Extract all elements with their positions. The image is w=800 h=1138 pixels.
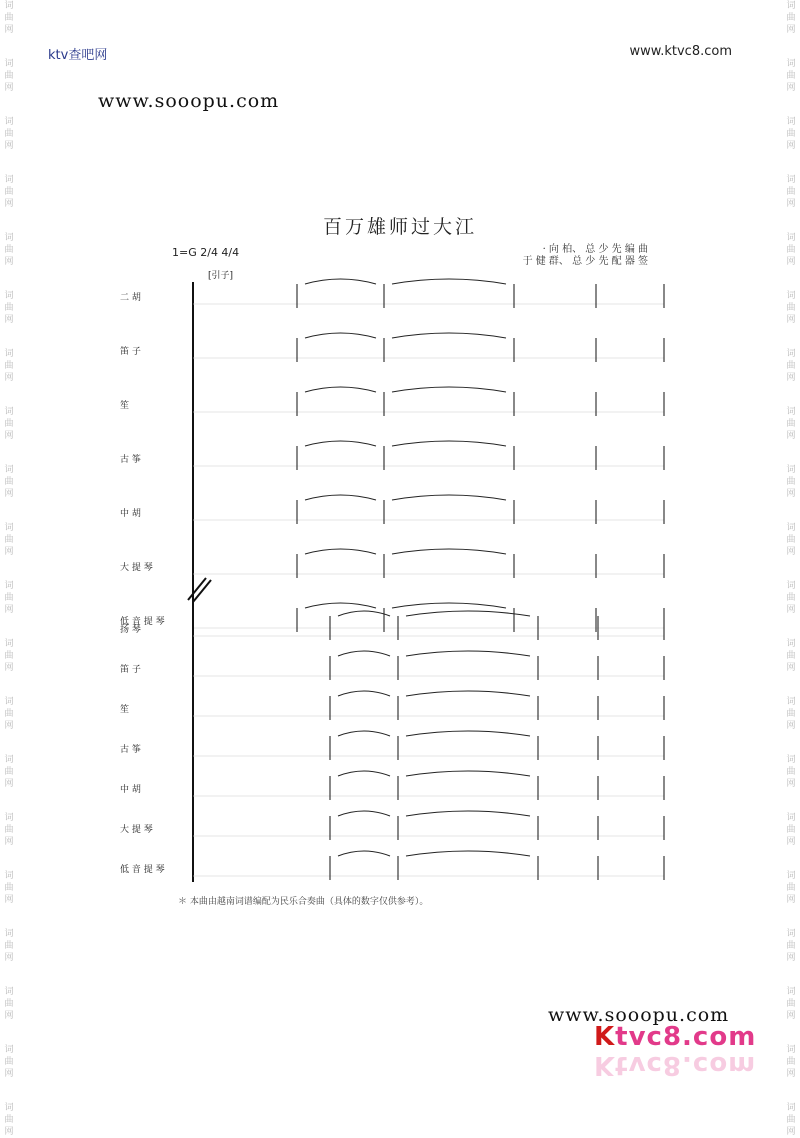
side-watermark-char: 网 xyxy=(4,489,14,499)
side-watermark-char: 词 xyxy=(4,755,14,765)
tie-arc xyxy=(338,851,390,856)
side-watermark-char: 曲 xyxy=(4,651,14,661)
side-watermark-char: 词 xyxy=(4,233,14,243)
side-watermark-char: 网 xyxy=(786,547,796,557)
side-watermark-char: 曲 xyxy=(786,709,796,719)
side-watermark-char: 曲 xyxy=(4,825,14,835)
side-watermark-char: 词 xyxy=(4,929,14,939)
intro-label: [引子] xyxy=(208,271,234,281)
tie-arc xyxy=(305,603,376,608)
side-watermark-char: 曲 xyxy=(4,709,14,719)
side-watermark-char: 词 xyxy=(786,1045,796,1055)
side-watermark-char: 曲 xyxy=(4,477,14,487)
side-watermark-char: 网 xyxy=(4,431,14,441)
side-watermark-char: 曲 xyxy=(4,187,14,197)
side-watermark-char: 曲 xyxy=(4,245,14,255)
side-watermark-char: 网 xyxy=(4,83,14,93)
side-watermark-char: 曲 xyxy=(4,593,14,603)
side-watermark-char: 曲 xyxy=(4,883,14,893)
song-title: 百万雄师过大江 xyxy=(322,216,477,238)
side-watermark-char: 曲 xyxy=(786,419,796,429)
side-watermark-char: 曲 xyxy=(786,535,796,545)
tie-arc xyxy=(392,603,506,608)
tie-arc xyxy=(406,771,530,776)
side-watermark-char: 网 xyxy=(786,837,796,847)
side-watermark-char: 网 xyxy=(4,315,14,325)
side-watermark-char: 词 xyxy=(786,581,796,591)
ktvc8-logo: Ktvc8.com xyxy=(594,1022,757,1052)
side-watermark-char: 网 xyxy=(786,663,796,673)
side-watermark-char: 词 xyxy=(786,755,796,765)
side-watermark-char: 网 xyxy=(4,605,14,615)
side-watermark-char: 曲 xyxy=(4,13,14,23)
side-watermark-char: 曲 xyxy=(786,999,796,1009)
instrument-label: 古 筝 xyxy=(120,745,141,755)
side-watermark-char: 词 xyxy=(786,929,796,939)
side-watermark-char: 网 xyxy=(786,25,796,35)
side-watermark-char: 曲 xyxy=(786,1115,796,1125)
side-watermark-char: 曲 xyxy=(4,535,14,545)
side-watermark-char: 网 xyxy=(4,1011,14,1021)
side-watermark-char: 曲 xyxy=(786,1057,796,1067)
instrument-label: 笙 xyxy=(120,705,130,715)
side-watermark-char: 网 xyxy=(4,1127,14,1137)
side-watermark-char: 词 xyxy=(786,813,796,823)
credit-line-2: 于 健 群、 总 少 先 配 器 签 xyxy=(522,256,648,267)
instrument-label: 笛 子 xyxy=(120,665,141,675)
side-watermark-char: 曲 xyxy=(786,245,796,255)
side-watermark-char: 词 xyxy=(786,291,796,301)
tie-arc xyxy=(338,731,390,736)
system-1 xyxy=(120,279,664,634)
side-watermark-char: 词 xyxy=(786,465,796,475)
tie-arc xyxy=(338,811,390,816)
side-watermark-char: 网 xyxy=(4,373,14,383)
tie-arc xyxy=(305,333,376,338)
ktvc8-logo-reflection: Ktvc8.com xyxy=(594,1050,757,1080)
tie-arc xyxy=(338,611,390,616)
side-watermark-char: 曲 xyxy=(4,419,14,429)
tie-arc xyxy=(392,333,506,338)
instrument-label: 二 胡 xyxy=(120,293,141,303)
tie-arc xyxy=(406,851,530,856)
side-watermark-char: 曲 xyxy=(4,999,14,1009)
side-watermark-char: 网 xyxy=(786,489,796,499)
watermark-url-top: www.sooopu.com xyxy=(98,90,280,112)
side-watermark-char: 曲 xyxy=(786,187,796,197)
side-watermark-char: 曲 xyxy=(786,129,796,139)
side-watermark-char: 曲 xyxy=(4,1057,14,1067)
side-watermark-char: 网 xyxy=(4,547,14,557)
side-watermark-char: 曲 xyxy=(4,71,14,81)
footnote: ＊ 本曲由越南词谱编配为民乐合奏曲（具体的数字仅供参考）。 xyxy=(178,897,429,907)
tie-arc xyxy=(392,279,506,284)
side-watermark-char: 网 xyxy=(4,199,14,209)
side-watermark-char: 曲 xyxy=(4,129,14,139)
side-watermark-char: 词 xyxy=(4,59,14,69)
instrument-label: 低 音 提 琴 xyxy=(120,865,165,875)
side-watermark-char: 词 xyxy=(786,175,796,185)
side-watermark-char: 词 xyxy=(4,813,14,823)
tie-arc xyxy=(392,495,506,500)
site-url-right[interactable]: www.ktvc8.com xyxy=(629,44,732,59)
side-watermark-char: 网 xyxy=(786,1127,796,1137)
side-watermark-char: 曲 xyxy=(4,361,14,371)
tie-arc xyxy=(305,549,376,554)
tie-arc xyxy=(305,387,376,392)
side-watermark-char: 网 xyxy=(786,199,796,209)
side-watermark-char: 词 xyxy=(4,349,14,359)
side-watermark-char: 曲 xyxy=(786,767,796,777)
side-watermark-char: 网 xyxy=(786,953,796,963)
side-watermark-char: 词 xyxy=(786,987,796,997)
side-watermark-char: 词 xyxy=(786,407,796,417)
side-watermark-char: 词 xyxy=(4,987,14,997)
side-watermark-char: 曲 xyxy=(786,71,796,81)
tie-arc xyxy=(305,441,376,446)
side-watermark-char: 网 xyxy=(786,721,796,731)
side-watermark-char: 网 xyxy=(4,837,14,847)
side-watermark-char: 词 xyxy=(4,523,14,533)
tie-arc xyxy=(406,731,530,736)
instrument-label: 笙 xyxy=(120,401,130,411)
instrument-label: 古 筝 xyxy=(120,455,141,465)
side-watermark-char: 词 xyxy=(4,117,14,127)
side-watermark-char: 词 xyxy=(786,1,796,11)
side-watermark-char: 词 xyxy=(786,117,796,127)
side-watermark-char: 词 xyxy=(786,523,796,533)
side-watermark-char: 曲 xyxy=(786,651,796,661)
side-watermark-char: 曲 xyxy=(4,1115,14,1125)
side-watermark-char: 曲 xyxy=(786,361,796,371)
side-watermark-char: 网 xyxy=(4,663,14,673)
side-watermark-char: 词 xyxy=(786,639,796,649)
instrument-label: 中 胡 xyxy=(120,785,141,795)
side-watermark-char: 词 xyxy=(4,407,14,417)
instrument-label: 低 音 提 琴 xyxy=(120,617,165,627)
credit-line-1: · 向 柏、 总 少 先 编 曲 xyxy=(542,244,648,255)
side-watermark-char: 词 xyxy=(786,349,796,359)
instrument-label: 笛 子 xyxy=(120,347,141,357)
instrument-label: 中 胡 xyxy=(120,509,141,519)
tie-arc xyxy=(406,651,530,656)
tie-arc xyxy=(338,691,390,696)
side-watermark-char: 网 xyxy=(786,373,796,383)
instrument-label: 大 提 琴 xyxy=(120,563,153,573)
side-watermark-char: 网 xyxy=(786,141,796,151)
side-watermark-char: 网 xyxy=(786,1069,796,1079)
tie-arc xyxy=(338,771,390,776)
side-watermark-char: 词 xyxy=(4,697,14,707)
side-watermark-char: 词 xyxy=(4,581,14,591)
side-watermark-char: 词 xyxy=(4,1103,14,1113)
side-watermark-char: 曲 xyxy=(786,13,796,23)
key-signature: 1=G 2/4 4/4 xyxy=(172,246,240,259)
side-watermark-char: 词 xyxy=(786,871,796,881)
side-watermark-char: 曲 xyxy=(786,303,796,313)
tie-arc xyxy=(406,811,530,816)
tie-arc xyxy=(406,691,530,696)
side-watermark-char: 网 xyxy=(786,315,796,325)
side-watermark-char: 词 xyxy=(4,175,14,185)
side-watermark-char: 网 xyxy=(786,779,796,789)
side-watermark-char: 网 xyxy=(786,1011,796,1021)
side-watermark-char: 网 xyxy=(786,431,796,441)
side-watermark-char: 词 xyxy=(786,697,796,707)
tie-arc xyxy=(338,651,390,656)
site-name-left[interactable]: ktv查吧网 xyxy=(48,48,108,63)
side-watermark-char: 词 xyxy=(786,59,796,69)
side-watermark-char: 词 xyxy=(4,639,14,649)
side-watermark-char: 网 xyxy=(4,141,14,151)
tie-arc xyxy=(305,495,376,500)
side-watermark-char: 词 xyxy=(786,233,796,243)
side-watermark-char: 网 xyxy=(4,895,14,905)
side-watermark-char: 网 xyxy=(4,779,14,789)
side-watermark-char: 词 xyxy=(4,1,14,11)
tie-arc xyxy=(392,387,506,392)
tie-arc xyxy=(305,279,376,284)
side-watermark-char: 网 xyxy=(786,257,796,267)
side-watermark-char: 词 xyxy=(4,465,14,475)
side-watermark-char: 网 xyxy=(4,25,14,35)
side-watermark-char: 曲 xyxy=(4,303,14,313)
instrument-label: 扬 琴 xyxy=(120,625,141,635)
watermark-url-bottom: www.sooopu.com xyxy=(548,1004,730,1026)
tie-arc xyxy=(392,441,506,446)
side-watermark-char: 曲 xyxy=(786,941,796,951)
instrument-label: 大 提 琴 xyxy=(120,825,153,835)
side-watermark-char: 网 xyxy=(4,257,14,267)
side-watermark-char: 词 xyxy=(4,1045,14,1055)
side-watermark-char: 网 xyxy=(4,953,14,963)
side-watermark-char: 网 xyxy=(786,895,796,905)
side-watermark-char: 曲 xyxy=(786,593,796,603)
side-watermark-char: 网 xyxy=(4,1069,14,1079)
side-watermark-char: 词 xyxy=(786,1103,796,1113)
system-2 xyxy=(120,611,664,882)
side-watermark-char: 网 xyxy=(4,721,14,731)
tie-arc xyxy=(392,549,506,554)
side-watermark-char: 曲 xyxy=(786,883,796,893)
tie-arc xyxy=(406,611,530,616)
side-watermark-char: 曲 xyxy=(4,767,14,777)
side-watermark-char: 网 xyxy=(786,605,796,615)
side-watermark-char: 网 xyxy=(786,83,796,93)
side-watermark-char: 曲 xyxy=(786,825,796,835)
side-watermark-char: 曲 xyxy=(786,477,796,487)
side-watermark-char: 词 xyxy=(4,871,14,881)
side-watermark-char: 曲 xyxy=(4,941,14,951)
side-watermark-char: 词 xyxy=(4,291,14,301)
